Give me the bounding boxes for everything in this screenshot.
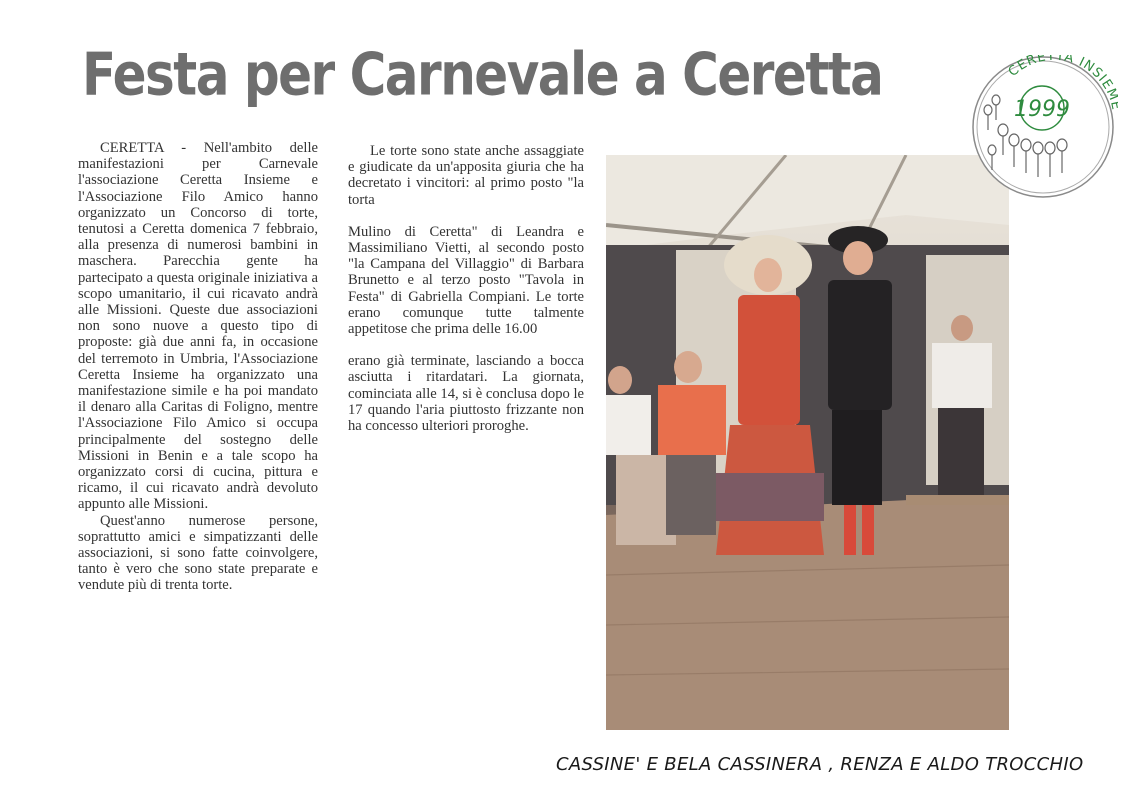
ceretta-insieme-logo (968, 55, 1118, 200)
photo-caption: CASSINE' E BELA CASSINERA , RENZA E ALDO TROCCHIO (556, 754, 1084, 775)
paragraph: CERETTA - Nell'ambito delle manifestazioni per Carnevale l'associazione Ceretta Insieme e l'Associazione Filo Amico hanno organizzato un Concorso di torte, tenutosi a Ceretta domenica 7 febbraio, alla presenza di numerosi bambini in maschera. Parecchia gente ha partecipato a questa originale iniziativa a scopo umanitario, il cui ricavato andrà alle Missioni. Queste due associazioni non sono nuove a questo tipo di proposte: già due anni fa, in occasione del terremoto in Umbria, l'Associazione Ceretta Insieme ha organizzato una manifestazione simile e ha poi mandato il denaro alla Caritas di Foligno, mentre l'Associazione Filo Amico si occupa principalmente del sostegno delle Missioni in Benin e a tale scopo ha organizzato corsi di cucina, pittura e ricamo, il cui ricavato andrà devoluto appunto alle Missioni. (78, 140, 318, 513)
paragraph: Mulino di Ceretta" di Leandra e Massimiliano Vietti, al secondo posto "la Campana del Villaggio" di Barbara Brunetto e al terzo posto "Tavola in Festa" di Gabriella Compiani. Le torte erano comunque tutte talmente appetitose che prima delle 16.00 (348, 223, 584, 338)
paragraph: Quest'anno numerose persone, soprattutto amici e simpatizzanti delle associazioni, si sono fatte coinvolgere, tanto è vero che sono state preparate e vendute più di trenta torte. (78, 512, 318, 594)
article-column-2 (348, 143, 584, 434)
paragraph: Le torte sono state anche assaggiate e giudicate da un'apposita giuria che ha decretato i vincitori: al primo posto "la torta (348, 143, 584, 208)
logo-year: 1999 (1014, 97, 1070, 122)
article-column-1 (78, 140, 318, 594)
photo-illustration (606, 155, 1009, 730)
logo-text: CERETTA INSIE (1005, 55, 1116, 93)
event-photo (606, 155, 1009, 730)
headline: Festa per Carnevale a Ceretta (82, 40, 883, 109)
paragraph: erano già terminate, lasciando a bocca asciutta i ritardatari. La giornata, cominciata alle 14, si è conclusa dopo le 17 quando l'aria piuttosto frizzante non ha concesso ulteriori proroghe. (348, 353, 584, 435)
